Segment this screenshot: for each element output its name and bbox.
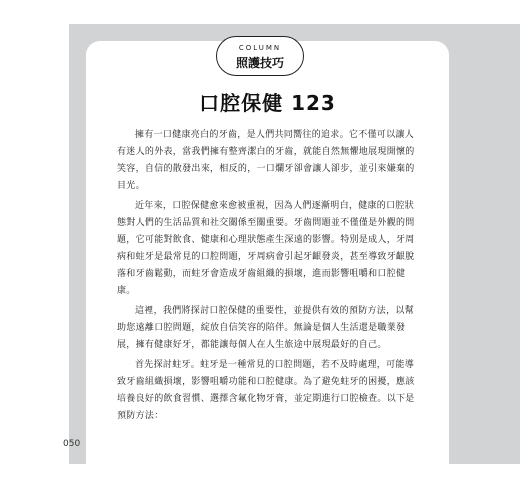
paragraph: 近年來，口腔保健愈來愈被重視，因為人們逐漸明白，健康的口腔狀態對人們的生活品質和社交關係至關重要。牙齒問題並不僅僅是外觀的問題，它可能對飲食、健康和心理狀態產生深遠的影響。特別是成人，牙周病和蛀牙是最常見的口腔問題，牙周病會引起牙齦發炎，甚至導致牙齦脫落和牙齒鬆動，而蛀牙會造成牙齒組織的損壞，進而影響咀嚼和口腔健康。 <box>117 201 415 296</box>
paragraph: 首先探討蛀牙。蛀牙是一種常見的口腔問題，若不及時處理，可能導致牙齒組織損壞，影響咀嚼功能和口腔健康。為了避免蛀牙的困擾，應該培養良好的飲食習慣、選擇含氟化物牙膏，並定期進行口腔檢查。以下是預防方法： <box>117 360 415 421</box>
column-title: 照護技巧 <box>235 56 284 70</box>
paragraph: 這裡，我們將探討口腔保健的重要性，並提供有效的預防方法，以幫助您遠離口腔問題，綻放自信笑容的陪伴。無論是個人生活還是職業發展，擁有健康好牙，都能讓每個人在人生旅途中展現最好的自己。 <box>117 306 415 350</box>
column-badge <box>216 36 304 76</box>
column-label: COLUMN <box>238 44 282 52</box>
paragraph: 擁有一口健康亮白的牙齒，是人們共同嚮往的追求。它不僅可以讓人有迷人的外表，當我們擁有整齊潔白的牙齒，就能自然無懼地展現開懷的笑容，自信的散發出來，相反的，一口爛牙卻會讓人卻步，並引來嫌棄的目光。 <box>117 130 415 191</box>
article-body <box>117 127 417 428</box>
page-title: 口腔保健 123 <box>199 91 336 115</box>
page-number: 050 <box>63 439 81 449</box>
